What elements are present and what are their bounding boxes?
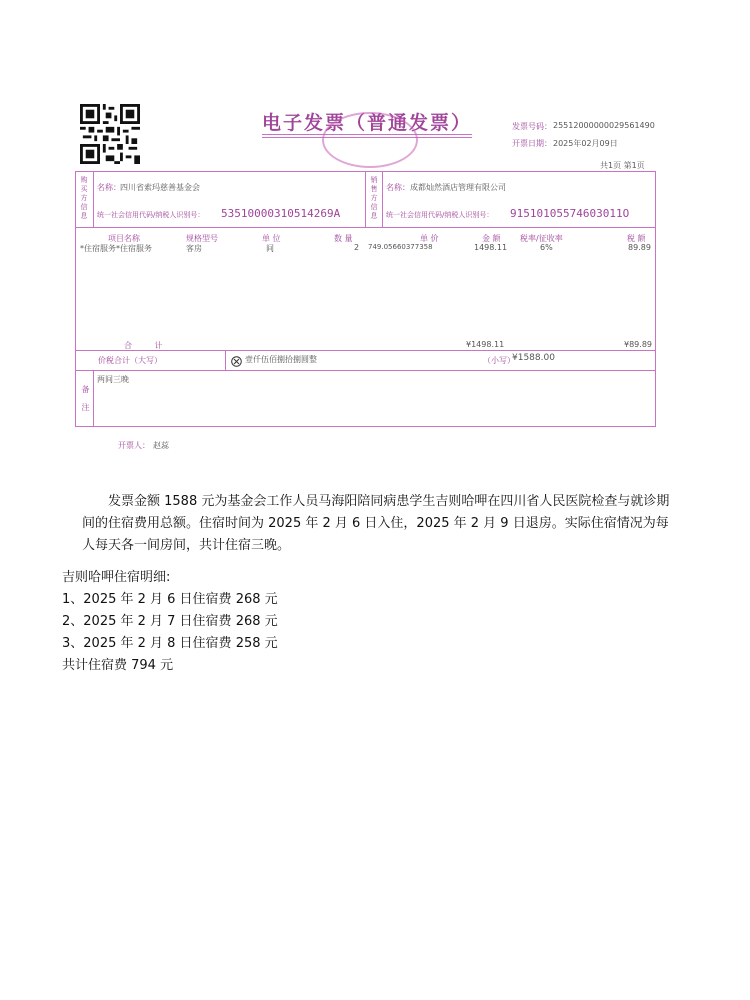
col-amount: 金 额 (482, 234, 501, 243)
official-seal (322, 112, 418, 168)
col-unit: 单 位 (262, 234, 281, 243)
remark-label: 备注 (81, 385, 90, 421)
total-tax: ¥89.89 (624, 340, 652, 349)
grand-divider (225, 350, 226, 370)
note-paragraph: 发票金额 1588 元为基金会工作人员马海阳陪同病患学生吉则哈呷在四川省人民医院检查与就诊期间的住宿费用总额。住宿时间为 2025 年 2 月 6 日入住，2025 年 2 月 9 日退房。实际住宿情况为每人每天各一间房间，共计住宿三晚。 (82, 494, 670, 553)
total-label: 合 计 (124, 341, 173, 350)
invoice-number-label: 发票号码： (512, 122, 552, 131)
issuer-name: 赵蕊 (153, 441, 169, 450)
item-amount: 1498.11 (474, 243, 508, 252)
col-rate: 税率/征收率 (520, 234, 563, 243)
col-qty: 数 量 (334, 234, 353, 243)
col-spec: 规格型号 (186, 234, 218, 243)
buyer-side-divider (93, 171, 94, 227)
item-price: 749.05660377358 (368, 243, 433, 251)
buyer-tax-id: 53510000310514269A (221, 207, 341, 220)
grand-small-amount: ¥1588.00 (512, 353, 555, 363)
detail-item-3: 3、2025 年 2 月 8 日住宿费 258 元 (62, 636, 278, 651)
invoice-title: 电子发票（普通发票） (262, 112, 473, 134)
detail-total: 共计住宿费 794 元 (62, 658, 174, 673)
seller-side-label: 销售方信息 (370, 176, 378, 221)
cross-circle-icon (231, 352, 242, 363)
total-amount: ¥1498.11 (466, 340, 505, 349)
col-tax: 税 额 (627, 234, 646, 243)
item-rate: 6% (540, 243, 553, 252)
remark-text: 两间三晚 (97, 375, 129, 384)
buyer-side-label: 购买方信息 (80, 176, 88, 221)
invoice-date-label: 开票日期： (512, 139, 552, 148)
detail-item-2: 2、2025 年 2 月 7 日住宿费 268 元 (62, 614, 278, 629)
col-price: 单 价 (420, 234, 439, 243)
page-info: 共1页 第1页 (600, 161, 645, 170)
total-bottom-line (75, 350, 656, 351)
grand-small-label: （小写） (483, 356, 515, 365)
buyer-name-label: 名称： (97, 183, 121, 192)
invoice-date: 2025年02月09日 (553, 139, 618, 148)
item-unit: 间 (266, 244, 274, 253)
qr-code-icon (80, 104, 140, 164)
detail-item-1: 1、2025 年 2 月 6 日住宿费 268 元 (62, 592, 278, 607)
detail-title: 吉则哈呷住宿明细: (62, 570, 171, 585)
grand-total-words: 壹仟伍佰捌拾捌圆整 (245, 355, 317, 364)
item-tax: 89.89 (628, 243, 651, 252)
item-name: *住宿服务*住宿服务 (80, 244, 152, 253)
item-qty: 2 (354, 243, 360, 252)
col-item-name: 项目名称 (108, 234, 140, 243)
invoice-number: 25512000000029561490 (553, 121, 655, 130)
item-spec: 客房 (186, 244, 202, 253)
buyer-name: 四川省索玛慈善基金会 (120, 183, 200, 192)
seller-name: 成都灿然酒店管理有限公司 (410, 183, 506, 192)
issuer-label: 开票人： (118, 441, 150, 450)
seller-left-divider (365, 171, 366, 227)
grand-bottom-line (75, 370, 656, 371)
seller-name-label: 名称： (386, 183, 410, 192)
seller-tax-label: 统一社会信用代码/纳税人识别号： (386, 211, 494, 219)
remark-divider (93, 370, 94, 426)
grand-total-label: 价税合计（大写） (98, 356, 162, 365)
buyer-tax-label: 统一社会信用代码/纳税人识别号： (97, 211, 205, 219)
seller-side-divider (382, 171, 383, 227)
party-bottom-line (75, 227, 656, 228)
seller-tax-id: 91510105574603011O (510, 207, 630, 220)
